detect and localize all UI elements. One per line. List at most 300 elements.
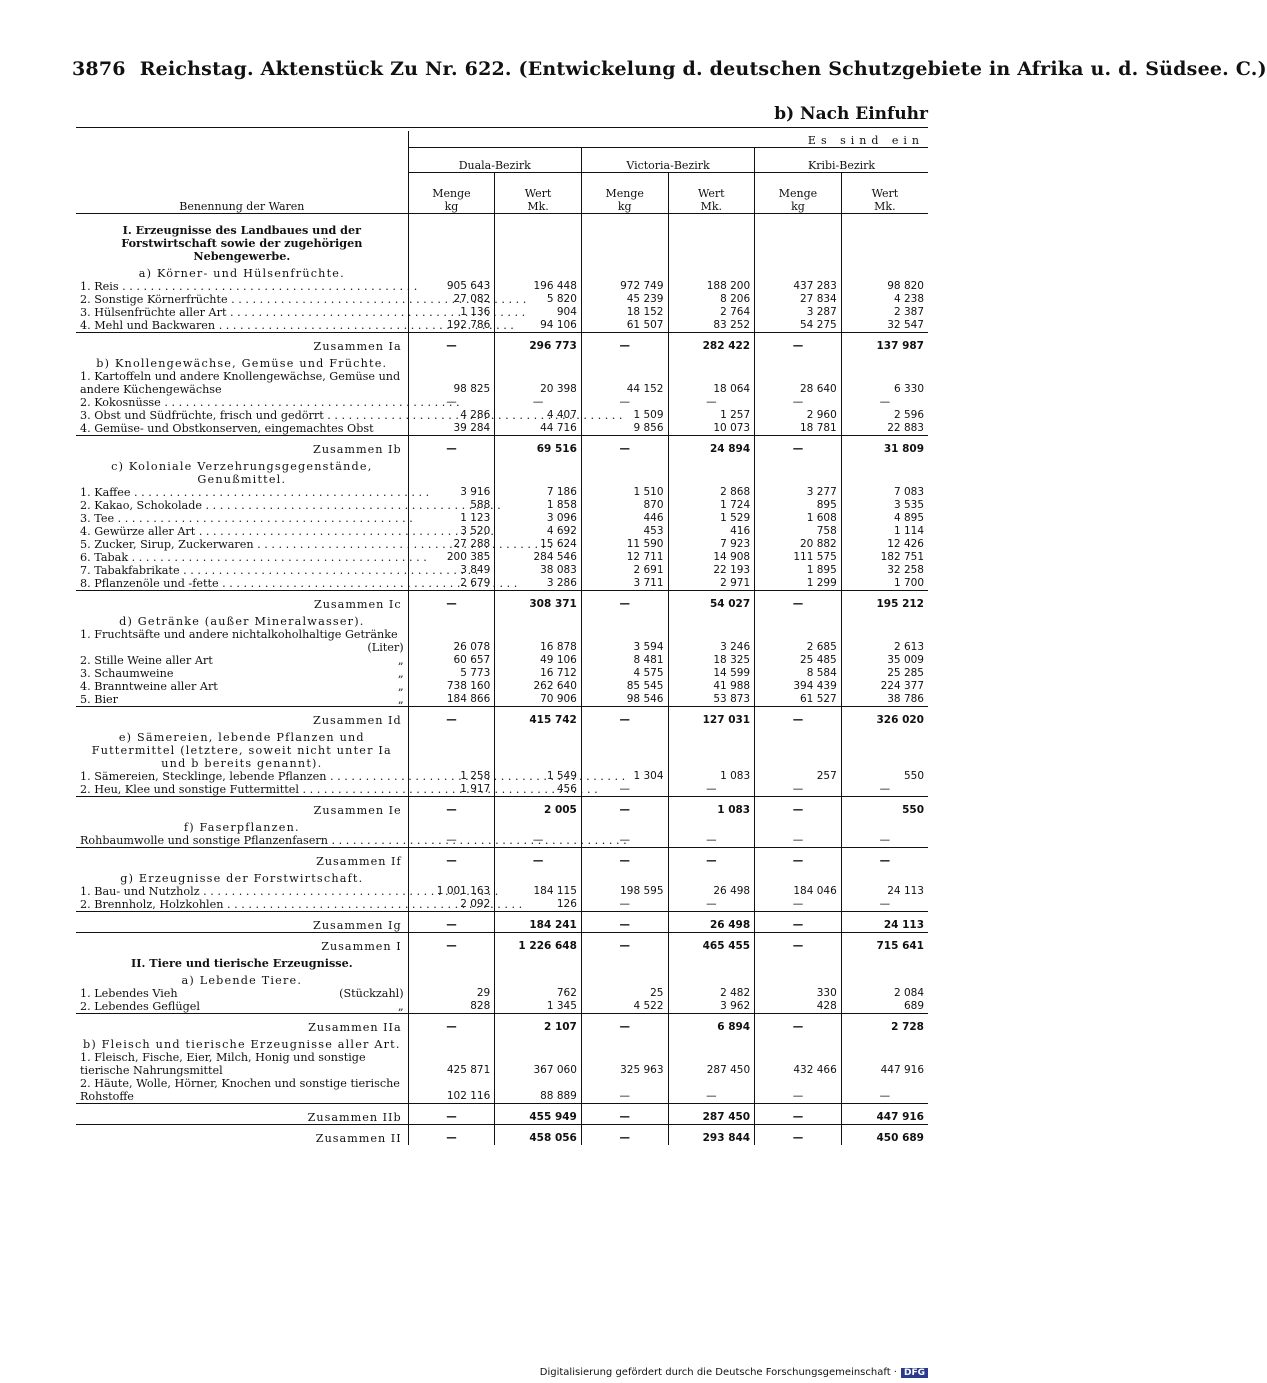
subgroup-heading: d) Getränke (außer Mineralwasser). [119, 615, 365, 628]
value-cell: 458 056 [495, 1125, 582, 1146]
value-cell: 8 206 [668, 293, 755, 306]
value-cell: — [408, 1104, 495, 1125]
item-label-text: 2. Stille Weine aller Art [80, 654, 213, 667]
value-cell: 1 724 [668, 499, 755, 512]
item-label [76, 564, 408, 577]
item-label [76, 783, 408, 797]
value-cell: 28 640 [755, 370, 842, 396]
value-cell: 2 005 [495, 797, 582, 818]
subtotal-label: Zusammen Ib [76, 436, 408, 457]
value-cell: 39 284 [408, 422, 495, 436]
value-cell: 293 844 [668, 1125, 755, 1146]
value-cell: 7 923 [668, 538, 755, 551]
table-row [76, 551, 928, 564]
value-cell: 437 283 [755, 280, 842, 293]
value-cell: 44 716 [495, 422, 582, 436]
value-cell: 8 584 [755, 667, 842, 680]
value-cell: 1 226 648 [495, 933, 582, 954]
value-cell: 1 858 [495, 499, 582, 512]
value-cell: 2 092 [408, 898, 495, 912]
value-cell: 26 498 [668, 885, 755, 898]
item-label [76, 1077, 408, 1104]
value-cell: 1 608 [755, 512, 842, 525]
value-cell: 689 [841, 1000, 928, 1014]
value-cell: — [755, 848, 842, 869]
value-cell: 102 116 [408, 1077, 495, 1104]
value-cell: — [408, 848, 495, 869]
wert-header: Wert Mk. [495, 173, 582, 214]
value-cell: 6 894 [668, 1014, 755, 1035]
item-label [76, 486, 408, 499]
value-cell: 3 849 [408, 564, 495, 577]
unit-label: „ [397, 654, 404, 667]
table-row [76, 770, 928, 783]
table-row [76, 1077, 928, 1104]
unit-label: „ [397, 1000, 404, 1013]
value-cell: 41 988 [668, 680, 755, 693]
value-cell: — [408, 1125, 495, 1146]
value-cell: 27 082 [408, 293, 495, 306]
subtotal-label: Zusammen If [76, 848, 408, 869]
value-cell: 296 773 [495, 333, 582, 354]
item-label [76, 628, 408, 654]
table-row [76, 885, 928, 898]
value-cell: 32 258 [841, 564, 928, 577]
subgroup-heading-row [76, 611, 928, 628]
value-cell: 3 962 [668, 1000, 755, 1014]
item-label-text: 1. Kartoffeln und andere Knollengewächse, Gemüse und andere Küchengewächse [80, 370, 401, 396]
value-cell: 2 107 [495, 1014, 582, 1035]
value-cell: 738 160 [408, 680, 495, 693]
value-cell: — [668, 848, 755, 869]
value-cell: 184 866 [408, 693, 495, 707]
value-cell: — [408, 912, 495, 933]
value-cell: — [668, 1077, 755, 1104]
subgroup-heading: f) Faserpflanzen. [183, 821, 300, 834]
dfg-logo: DFG [901, 1368, 928, 1378]
value-cell: 83 252 [668, 319, 755, 333]
value-cell: 1 510 [581, 486, 668, 499]
value-cell: 4 522 [581, 1000, 668, 1014]
value-cell: 70 906 [495, 693, 582, 707]
subgroup-heading-row [76, 970, 928, 987]
value-cell: 455 949 [495, 1104, 582, 1125]
district-duala: Duala-Bezirk [408, 148, 581, 173]
value-cell: 16 878 [495, 628, 582, 654]
subgroup-heading-row [76, 727, 928, 770]
table-row [76, 396, 928, 409]
value-cell: 1 917 [408, 783, 495, 797]
item-label [76, 525, 408, 538]
subgroup-heading: a) Lebende Tiere. [181, 974, 303, 987]
item-label [76, 1000, 408, 1014]
value-cell: 53 873 [668, 693, 755, 707]
table-row [76, 898, 928, 912]
table-row [76, 577, 928, 591]
value-cell: 24 113 [841, 912, 928, 933]
value-cell: 415 742 [495, 707, 582, 728]
table-row [76, 293, 928, 306]
value-cell: 20 882 [755, 538, 842, 551]
item-label [76, 293, 408, 306]
value-cell: 224 377 [841, 680, 928, 693]
value-cell: 11 590 [581, 538, 668, 551]
item-label-text: 5. Zucker, Sirup, Zuckerwaren [80, 538, 254, 551]
value-cell: — [581, 1104, 668, 1125]
item-label [76, 654, 408, 667]
value-cell: — [755, 396, 842, 409]
menge-header: Menge kg [408, 173, 495, 214]
value-cell: 972 749 [581, 280, 668, 293]
value-cell: — [755, 783, 842, 797]
subtotal-row [76, 1104, 928, 1125]
value-cell: 3 594 [581, 628, 668, 654]
table-row [76, 680, 928, 693]
footer-credit: Digitalisierung gefördert durch die Deutsche Forschungsgemeinschaft · DFG [540, 1367, 928, 1378]
value-cell: 9 856 [581, 422, 668, 436]
table-row [76, 370, 928, 396]
item-label-text: 4. Gewürze aller Art [80, 525, 196, 538]
table-row [76, 834, 928, 848]
item-label-text: 1. Fruchtsäfte und andere nichtalkoholhaltige Getränke [80, 628, 398, 641]
item-label [76, 280, 408, 293]
value-cell: 1 700 [841, 577, 928, 591]
wert-header: Wert Mk. [841, 173, 928, 214]
menge-header: Menge kg [755, 173, 842, 214]
value-cell: 447 916 [841, 1104, 928, 1125]
table-row [76, 512, 928, 525]
value-cell: 6 330 [841, 370, 928, 396]
item-label-text: 2. Brennholz, Holzkohlen [80, 898, 224, 911]
section-heading-row [76, 214, 928, 264]
value-cell: 1 509 [581, 409, 668, 422]
value-cell: — [841, 396, 928, 409]
value-cell: — [668, 396, 755, 409]
value-cell: 1 549 [495, 770, 582, 783]
value-cell: 7 186 [495, 486, 582, 499]
value-cell: 425 871 [408, 1051, 495, 1077]
subtotal-label: Zusammen II [76, 1125, 408, 1146]
value-cell: — [408, 1014, 495, 1035]
value-cell: 3 916 [408, 486, 495, 499]
value-cell: — [755, 1077, 842, 1104]
item-label [76, 693, 408, 707]
value-cell: 715 641 [841, 933, 928, 954]
value-cell: — [841, 898, 928, 912]
value-cell: — [755, 436, 842, 457]
value-cell: 54 275 [755, 319, 842, 333]
value-cell: 446 [581, 512, 668, 525]
item-label-text: 6. Tabak [80, 551, 129, 564]
subgroup-heading: a) Körner- und Hülsenfrüchte. [138, 267, 345, 280]
item-label [76, 422, 408, 436]
value-cell: — [581, 591, 668, 612]
value-cell: 5 773 [408, 667, 495, 680]
value-cell: 4 575 [581, 667, 668, 680]
value-cell: — [581, 783, 668, 797]
value-cell: 1 083 [668, 797, 755, 818]
table-row [76, 1051, 928, 1077]
subgroup-heading: g) Erzeugnisse der Forstwirtschaft. [120, 872, 364, 885]
table-row [76, 667, 928, 680]
value-cell: 184 046 [755, 885, 842, 898]
value-cell: — [408, 933, 495, 954]
value-cell: 2 613 [841, 628, 928, 654]
value-cell: 25 285 [841, 667, 928, 680]
value-cell: — [755, 333, 842, 354]
value-cell: 94 106 [495, 319, 582, 333]
value-cell: 1 123 [408, 512, 495, 525]
value-cell: 26 498 [668, 912, 755, 933]
value-cell: 758 [755, 525, 842, 538]
item-label-text: 4. Branntweine aller Art [80, 680, 218, 693]
value-cell: 24 113 [841, 885, 928, 898]
value-cell: 7 083 [841, 486, 928, 499]
value-cell: 3 535 [841, 499, 928, 512]
value-cell: 26 078 [408, 628, 495, 654]
subtotal-row [76, 912, 928, 933]
value-cell: 32 547 [841, 319, 928, 333]
item-label-text: 1. Reis [80, 280, 119, 293]
value-cell: 416 [668, 525, 755, 538]
value-cell: 137 987 [841, 333, 928, 354]
value-cell: 22 883 [841, 422, 928, 436]
value-cell: 1 257 [668, 409, 755, 422]
subtotal-row [76, 1125, 928, 1146]
table-row [76, 693, 928, 707]
value-cell: 69 516 [495, 436, 582, 457]
item-label [76, 834, 408, 848]
item-label-text: 4. Mehl und Backwaren [80, 319, 216, 332]
value-cell: 428 [755, 1000, 842, 1014]
value-cell: — [581, 898, 668, 912]
subtotal-label: Zusammen IIa [76, 1014, 408, 1035]
item-label [76, 538, 408, 551]
value-cell: — [755, 591, 842, 612]
value-cell: 465 455 [668, 933, 755, 954]
column-name-header: Benennung der Waren [76, 131, 408, 214]
value-cell: 88 889 [495, 1077, 582, 1104]
value-cell: 16 712 [495, 667, 582, 680]
subtotal-label: Zusammen Ig [76, 912, 408, 933]
subtotal-row [76, 797, 928, 818]
subgroup-heading: b) Fleisch und tierische Erzeugnisse aller Art. [83, 1038, 401, 1051]
value-cell: 127 031 [668, 707, 755, 728]
value-cell: 453 [581, 525, 668, 538]
district-victoria: Victoria-Bezirk [581, 148, 754, 173]
value-cell: 325 963 [581, 1051, 668, 1077]
subtotal-label: Zusammen Ia [76, 333, 408, 354]
subgroup-heading: e) Sämereien, lebende Pflanzen und Futtermittel (letztere, soweit nicht unter Ia und b bereits genannt). [91, 731, 392, 770]
table-row [76, 486, 928, 499]
subtotal-row [76, 591, 928, 612]
value-cell: 29 [408, 987, 495, 1000]
value-cell: — [581, 848, 668, 869]
value-cell: 3 096 [495, 512, 582, 525]
value-cell: 184 241 [495, 912, 582, 933]
subtotal-row [76, 333, 928, 354]
value-cell: — [408, 707, 495, 728]
unit-label: (Stückzahl) [339, 987, 404, 1000]
value-cell: — [408, 396, 495, 409]
subtotal-row [76, 933, 928, 954]
item-label-text: Rohbaumwolle und sonstige Pflanzenfasern [80, 834, 328, 847]
value-cell: 2 679 [408, 577, 495, 591]
value-cell: 61 527 [755, 693, 842, 707]
value-cell: 1 299 [755, 577, 842, 591]
item-label-text: 2. Sonstige Körnerfrüchte [80, 293, 228, 306]
subgroup-heading-row [76, 263, 928, 280]
value-cell: — [581, 1077, 668, 1104]
subtotal-row [76, 707, 928, 728]
value-cell: — [841, 1077, 928, 1104]
value-cell: 2 482 [668, 987, 755, 1000]
value-cell: 188 200 [668, 280, 755, 293]
value-cell: 200 385 [408, 551, 495, 564]
menge-header: Menge kg [581, 173, 668, 214]
table-row [76, 319, 928, 333]
value-cell: 262 640 [495, 680, 582, 693]
value-cell: — [581, 912, 668, 933]
value-cell: 4 692 [495, 525, 582, 538]
value-cell: 8 481 [581, 654, 668, 667]
table-row [76, 280, 928, 293]
item-label-text: 4. Gemüse- und Obstkonserven, eingemachtes Obst [80, 422, 374, 435]
value-cell: 2 868 [668, 486, 755, 499]
value-cell: 3 520 [408, 525, 495, 538]
subtotal-row [76, 436, 928, 457]
value-cell: 98 820 [841, 280, 928, 293]
value-cell: — [581, 1014, 668, 1035]
subtotal-row [76, 848, 928, 869]
item-label-text: 3. Schaumweine [80, 667, 174, 680]
value-cell: 4 895 [841, 512, 928, 525]
item-label [76, 770, 408, 783]
item-label [76, 306, 408, 319]
value-cell: 98 546 [581, 693, 668, 707]
subtotal-label: Zusammen Ic [76, 591, 408, 612]
subgroup-heading: b) Knollengewächse, Gemüse und Früchte. [96, 357, 388, 370]
value-cell: 98 825 [408, 370, 495, 396]
item-label [76, 551, 408, 564]
value-cell: 762 [495, 987, 582, 1000]
value-cell: — [668, 783, 755, 797]
value-cell: 1 895 [755, 564, 842, 577]
value-cell: — [841, 834, 928, 848]
subgroup-heading-row [76, 353, 928, 370]
value-cell: 15 624 [495, 538, 582, 551]
value-cell: — [841, 848, 928, 869]
value-cell: — [408, 797, 495, 818]
section-subheader: b) Nach Einfuhr [774, 104, 928, 124]
value-cell: 61 507 [581, 319, 668, 333]
value-cell: — [408, 333, 495, 354]
value-cell: 184 115 [495, 885, 582, 898]
value-cell: 326 020 [841, 707, 928, 728]
value-cell: 282 422 [668, 333, 755, 354]
value-cell: 3 287 [755, 306, 842, 319]
value-cell: — [408, 436, 495, 457]
value-cell: 196 448 [495, 280, 582, 293]
value-cell: 24 894 [668, 436, 755, 457]
page-title: Reichstag. Aktenstück Zu Nr. 622. (Entwickelung d. deutschen Schutzgebiete in Afrika u. d. Südsee. C.) [139, 58, 1267, 80]
value-cell: 38 083 [495, 564, 582, 577]
value-cell: 394 439 [755, 680, 842, 693]
value-cell: 18 064 [668, 370, 755, 396]
item-label [76, 409, 408, 422]
value-cell: 450 689 [841, 1125, 928, 1146]
value-cell: 1 083 [668, 770, 755, 783]
item-label-text: 3. Tee [80, 512, 115, 525]
item-label [76, 370, 408, 396]
item-label [76, 885, 408, 898]
item-label-text: 1. Kaffee [80, 486, 131, 499]
item-label [76, 898, 408, 912]
page-header [72, 58, 1267, 80]
value-cell: — [755, 834, 842, 848]
value-cell: 1 529 [668, 512, 755, 525]
table-row [76, 564, 928, 577]
item-label-text: 3. Obst und Südfrüchte, frisch und gedörrt [80, 409, 324, 422]
value-cell: — [668, 898, 755, 912]
subtotal-label: Zusammen Id [76, 707, 408, 728]
value-cell: 5 820 [495, 293, 582, 306]
table-row [76, 783, 928, 797]
value-cell: 45 239 [581, 293, 668, 306]
value-cell: 18 325 [668, 654, 755, 667]
value-cell: — [581, 933, 668, 954]
value-cell: 3 246 [668, 628, 755, 654]
value-cell: 2 691 [581, 564, 668, 577]
value-cell: — [581, 333, 668, 354]
value-cell: 588 [408, 499, 495, 512]
value-cell: 18 781 [755, 422, 842, 436]
value-cell: 870 [581, 499, 668, 512]
value-cell: 44 152 [581, 370, 668, 396]
item-label-text: 1. Sämereien, Stecklinge, lebende Pflanzen [80, 770, 327, 783]
item-label [76, 396, 408, 409]
item-label-text: 1. Lebendes Vieh [80, 987, 178, 1000]
value-cell: 257 [755, 770, 842, 783]
value-cell: 447 916 [841, 1051, 928, 1077]
value-cell: 1 304 [581, 770, 668, 783]
item-label [76, 319, 408, 333]
item-label [76, 512, 408, 525]
item-label-text: 2. Heu, Klee und sonstige Futtermittel [80, 783, 299, 796]
value-cell: 550 [841, 770, 928, 783]
value-cell: 2 971 [668, 577, 755, 591]
value-cell: 1 136 [408, 306, 495, 319]
value-cell: 432 466 [755, 1051, 842, 1077]
item-label [76, 577, 408, 591]
item-label-text: 1. Fleisch, Fische, Eier, Milch, Honig und sonstige tierische Nahrungsmittel [80, 1051, 366, 1077]
value-cell: 828 [408, 1000, 495, 1014]
item-label-text: 2. Kakao, Schokolade [80, 499, 202, 512]
item-label-text: 8. Pflanzenöle und -fette [80, 577, 219, 590]
value-cell: 4 238 [841, 293, 928, 306]
value-cell: 12 711 [581, 551, 668, 564]
item-label-text: 7. Tabakfabrikate [80, 564, 180, 577]
table-row [76, 499, 928, 512]
value-cell: 456 [495, 783, 582, 797]
value-cell: 2 387 [841, 306, 928, 319]
value-cell: 2 764 [668, 306, 755, 319]
value-cell: 330 [755, 987, 842, 1000]
value-cell: — [408, 591, 495, 612]
value-cell: 31 809 [841, 436, 928, 457]
value-cell: — [581, 797, 668, 818]
value-cell: 18 152 [581, 306, 668, 319]
